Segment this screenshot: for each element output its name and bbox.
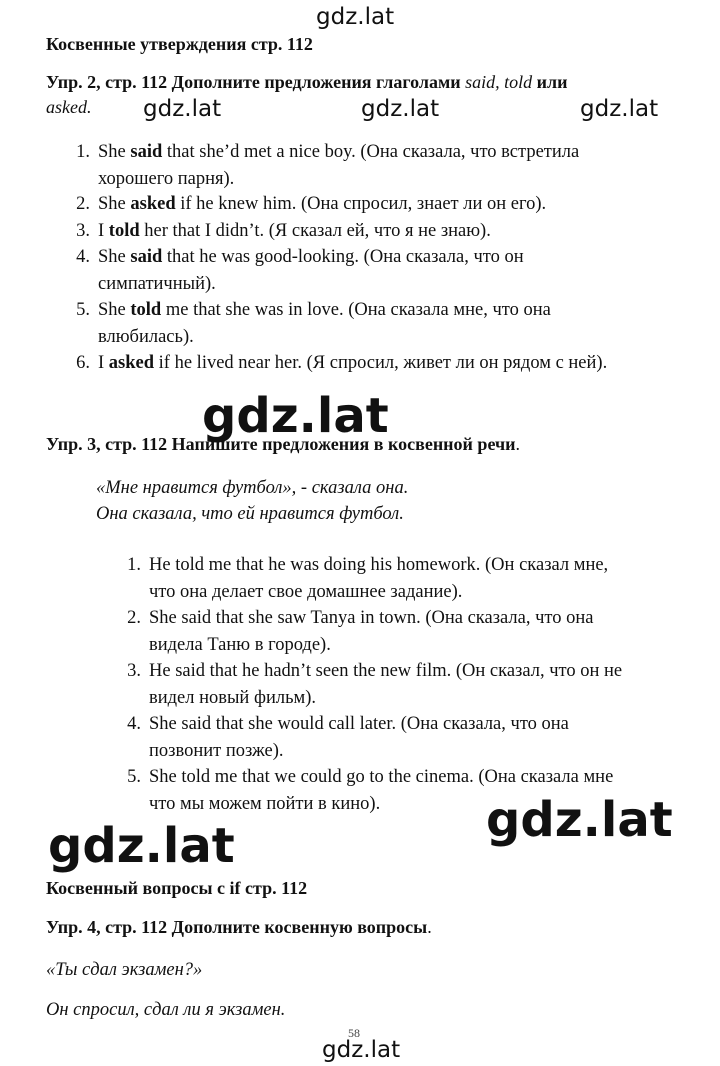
- item-number: 5.: [127, 767, 141, 787]
- item-number: 3.: [76, 221, 90, 241]
- item-text: She said that she would call later. (Она сказала, что она позвонит позже).: [149, 714, 569, 761]
- item-number: 5.: [76, 300, 90, 320]
- watermark-top: gdz.lat: [316, 4, 395, 30]
- exercise-2-or: или: [536, 72, 568, 92]
- watermark-large-middle: gdz.lat: [202, 388, 389, 444]
- item-number: 1.: [127, 555, 141, 575]
- item-text: He said that he hadn’t seen the new film. (Он сказал, что он не видел новый фильм).: [149, 661, 623, 708]
- watermark-bottom: gdz.lat: [322, 1037, 401, 1063]
- item-number: 4.: [76, 247, 90, 267]
- exercise-4-heading: [46, 917, 432, 938]
- exercise-4-period: .: [427, 917, 432, 937]
- exercise-3-heading: [46, 434, 520, 455]
- item-text: She said that he was good-looking. (Она сказала, что он симпатичный).: [98, 247, 524, 294]
- exercise-2-label: Упр. 2, стр. 112 Дополните предложения глаголами: [46, 72, 461, 92]
- item-text: I asked if he lived near her. (Я спросил, живет ли он рядом с ней).: [98, 353, 608, 373]
- watermark-row-right: gdz.lat: [580, 96, 659, 122]
- item-number: 4.: [127, 714, 141, 734]
- exercise-3-example-line-1: «Мне нравится футбол», - сказала она.: [96, 478, 409, 498]
- exercise-4-example-line-2: Он спросил, сдал ли я экзамен.: [46, 1000, 286, 1020]
- item-text: I told her that I didn’t. (Я сказал ей, что я не знаю).: [98, 221, 491, 241]
- exercise-4-example-line-1: «Ты сдал экзамен?»: [46, 960, 203, 980]
- page-number: 58: [348, 1026, 360, 1040]
- watermark-row-center: gdz.lat: [361, 96, 440, 122]
- item-text: She said that she saw Tanya in town. (Она сказала, что она видела Таню в городе).: [149, 608, 594, 655]
- item-text: She told me that she was in love. (Она сказала мне, что она влюбилась).: [98, 300, 551, 347]
- item-number: 1.: [76, 142, 90, 162]
- item-number: 2.: [76, 194, 90, 214]
- item-number: 3.: [127, 661, 141, 681]
- watermark-large-right: gdz.lat: [486, 792, 673, 848]
- item-number: 2.: [127, 608, 141, 628]
- section-title-indirect-questions: Косвенный вопросы с if стр. 112: [46, 878, 308, 898]
- watermark-row-left: gdz.lat: [143, 96, 222, 122]
- exercise-2-words: said, told: [465, 72, 533, 92]
- exercise-4-label: Упр. 4, стр. 112 Дополните косвенную вопросы: [46, 917, 428, 937]
- item-text: He told me that he was doing his homework. (Он сказал мне, что она делает свое домашнее задание).: [149, 555, 609, 602]
- watermark-large-left: gdz.lat: [48, 818, 235, 874]
- item-text: She said that she’d met a nice boy. (Она сказала, что встретила хорошего парня).: [98, 142, 580, 189]
- exercise-2-heading: [46, 72, 567, 93]
- item-text: She asked if he knew him. (Она спросил, знает ли он его).: [98, 194, 547, 214]
- item-number: 6.: [76, 353, 90, 373]
- section-title-indirect-statements: Косвенные утверждения стр. 112: [46, 34, 313, 54]
- exercise-3-example-line-2: Она сказала, что ей нравится футбол.: [96, 504, 404, 524]
- item-text: She told me that we could go to the cinema. (Она сказала мне что мы можем пойти в кино).: [149, 767, 614, 814]
- exercise-3-period: .: [515, 434, 521, 454]
- exercise-2-last-word: asked.: [46, 97, 92, 117]
- exercise-3-label: Упр. 3, стр. 112 Напишите предложения в косвенной речи: [46, 434, 516, 454]
